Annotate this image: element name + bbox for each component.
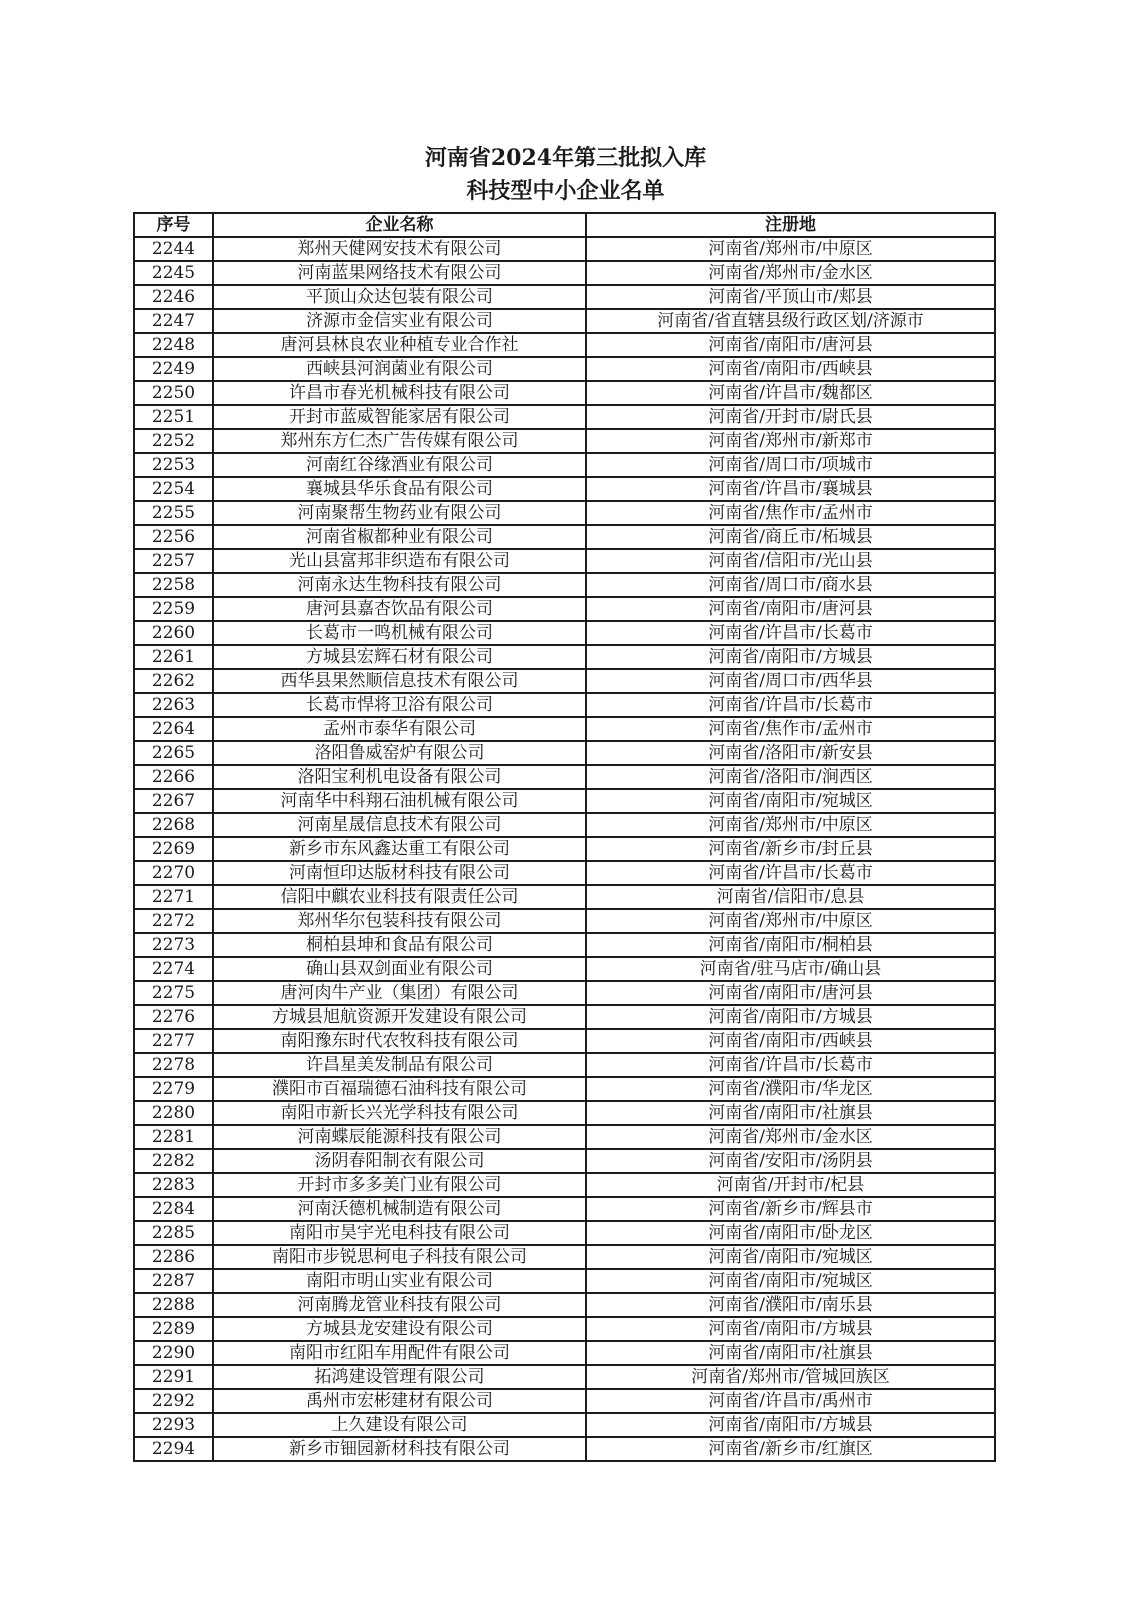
cell-company-name: 河南蓝果网络技术有限公司 — [213, 261, 586, 285]
table-row — [134, 693, 995, 717]
table-row — [134, 813, 995, 837]
cell-company-name: 郑州天健网安技术有限公司 — [213, 237, 586, 261]
cell-registration-place: 河南省/南阳市/宛城区 — [586, 789, 995, 813]
cell-company-name: 河南腾龙管业科技有限公司 — [213, 1293, 586, 1317]
cell-serial-number: 2271 — [134, 885, 213, 909]
cell-serial-number: 2284 — [134, 1197, 213, 1221]
cell-company-name: 洛阳鲁威窑炉有限公司 — [213, 741, 586, 765]
table-row — [134, 717, 995, 741]
table-row — [134, 1341, 995, 1365]
cell-registration-place: 河南省/焦作市/孟州市 — [586, 717, 995, 741]
cell-registration-place: 河南省/许昌市/长葛市 — [586, 693, 995, 717]
cell-serial-number: 2259 — [134, 597, 213, 621]
cell-company-name: 长葛市悍将卫浴有限公司 — [213, 693, 586, 717]
cell-serial-number: 2279 — [134, 1077, 213, 1101]
cell-company-name: 濮阳市百福瑞德石油科技有限公司 — [213, 1077, 586, 1101]
table-row — [134, 1149, 995, 1173]
cell-serial-number: 2275 — [134, 981, 213, 1005]
cell-registration-place: 河南省/焦作市/孟州市 — [586, 501, 995, 525]
cell-registration-place: 河南省/省直辖县级行政区划/济源市 — [586, 309, 995, 333]
cell-company-name: 方城县宏辉石材有限公司 — [213, 645, 586, 669]
cell-serial-number: 2268 — [134, 813, 213, 837]
cell-serial-number: 2266 — [134, 765, 213, 789]
table-row — [134, 597, 995, 621]
cell-company-name: 长葛市一鸣机械有限公司 — [213, 621, 586, 645]
table-row — [134, 933, 995, 957]
cell-serial-number: 2276 — [134, 1005, 213, 1029]
table-row — [134, 1197, 995, 1221]
cell-serial-number: 2245 — [134, 261, 213, 285]
table-row — [134, 237, 995, 261]
table-row — [134, 837, 995, 861]
cell-serial-number: 2282 — [134, 1149, 213, 1173]
table-body — [134, 237, 995, 1461]
cell-registration-place: 河南省/南阳市/卧龙区 — [586, 1221, 995, 1245]
table-row — [134, 1029, 995, 1053]
table-row — [134, 909, 995, 933]
cell-company-name: 河南恒印达版材科技有限公司 — [213, 861, 586, 885]
cell-registration-place: 河南省/郑州市/中原区 — [586, 813, 995, 837]
cell-company-name: 南阳豫东时代农牧科技有限公司 — [213, 1029, 586, 1053]
cell-serial-number: 2250 — [134, 381, 213, 405]
table-row — [134, 1173, 995, 1197]
table-row — [134, 1125, 995, 1149]
document-title — [0, 142, 1131, 208]
cell-registration-place: 河南省/新乡市/辉县市 — [586, 1197, 995, 1221]
table-row — [134, 261, 995, 285]
cell-serial-number: 2274 — [134, 957, 213, 981]
cell-serial-number: 2244 — [134, 237, 213, 261]
cell-registration-place: 河南省/信阳市/息县 — [586, 885, 995, 909]
cell-registration-place: 河南省/信阳市/光山县 — [586, 549, 995, 573]
table-row — [134, 957, 995, 981]
table-row — [134, 1365, 995, 1389]
cell-registration-place: 河南省/南阳市/社旗县 — [586, 1341, 995, 1365]
cell-company-name: 西华县果然顺信息技术有限公司 — [213, 669, 586, 693]
cell-company-name: 济源市金信实业有限公司 — [213, 309, 586, 333]
cell-registration-place: 河南省/周口市/商水县 — [586, 573, 995, 597]
table-row — [134, 1245, 995, 1269]
company-roster-table — [133, 212, 996, 1462]
table-row — [134, 645, 995, 669]
cell-serial-number: 2260 — [134, 621, 213, 645]
cell-registration-place: 河南省/驻马店市/确山县 — [586, 957, 995, 981]
table-row — [134, 285, 995, 309]
cell-registration-place: 河南省/南阳市/方城县 — [586, 1413, 995, 1437]
cell-registration-place: 河南省/南阳市/方城县 — [586, 645, 995, 669]
cell-company-name: 河南永达生物科技有限公司 — [213, 573, 586, 597]
cell-company-name: 许昌市春光机械科技有限公司 — [213, 381, 586, 405]
table-row — [134, 573, 995, 597]
cell-serial-number: 2253 — [134, 453, 213, 477]
header-registration-place: 注册地 — [586, 213, 995, 237]
table-row — [134, 333, 995, 357]
cell-company-name: 开封市蓝威智能家居有限公司 — [213, 405, 586, 429]
cell-registration-place: 河南省/许昌市/长葛市 — [586, 621, 995, 645]
cell-serial-number: 2289 — [134, 1317, 213, 1341]
cell-serial-number: 2263 — [134, 693, 213, 717]
cell-company-name: 河南沃德机械制造有限公司 — [213, 1197, 586, 1221]
table-row — [134, 405, 995, 429]
table-row — [134, 1317, 995, 1341]
cell-registration-place: 河南省/南阳市/西峡县 — [586, 1029, 995, 1053]
header-serial-number: 序号 — [134, 213, 213, 237]
cell-serial-number: 2287 — [134, 1269, 213, 1293]
table-row — [134, 309, 995, 333]
cell-serial-number: 2246 — [134, 285, 213, 309]
cell-serial-number: 2270 — [134, 861, 213, 885]
cell-company-name: 拓鸿建设管理有限公司 — [213, 1365, 586, 1389]
table-row — [134, 381, 995, 405]
table-row — [134, 357, 995, 381]
table-row — [134, 1221, 995, 1245]
cell-company-name: 河南聚帮生物药业有限公司 — [213, 501, 586, 525]
table-row — [134, 1437, 995, 1461]
cell-company-name: 信阳中麒农业科技有限责任公司 — [213, 885, 586, 909]
document-title-line2: 科技型中小企业名单 — [466, 178, 665, 204]
table-row — [134, 741, 995, 765]
cell-registration-place: 河南省/许昌市/魏都区 — [586, 381, 995, 405]
cell-registration-place: 河南省/南阳市/宛城区 — [586, 1269, 995, 1293]
cell-registration-place: 河南省/周口市/西华县 — [586, 669, 995, 693]
cell-serial-number: 2267 — [134, 789, 213, 813]
cell-serial-number: 2291 — [134, 1365, 213, 1389]
cell-company-name: 新乡市钿园新材科技有限公司 — [213, 1437, 586, 1461]
cell-serial-number: 2285 — [134, 1221, 213, 1245]
cell-serial-number: 2256 — [134, 525, 213, 549]
cell-serial-number: 2255 — [134, 501, 213, 525]
cell-registration-place: 河南省/开封市/尉氏县 — [586, 405, 995, 429]
table-row — [134, 549, 995, 573]
cell-registration-place: 河南省/郑州市/新郑市 — [586, 429, 995, 453]
table-row — [134, 885, 995, 909]
cell-serial-number: 2248 — [134, 333, 213, 357]
cell-registration-place: 河南省/平顶山市/郏县 — [586, 285, 995, 309]
cell-company-name: 开封市多多美门业有限公司 — [213, 1173, 586, 1197]
cell-serial-number: 2265 — [134, 741, 213, 765]
cell-registration-place: 河南省/许昌市/襄城县 — [586, 477, 995, 501]
table-row — [134, 1101, 995, 1125]
cell-company-name: 河南蝶辰能源科技有限公司 — [213, 1125, 586, 1149]
cell-company-name: 确山县双剑面业有限公司 — [213, 957, 586, 981]
table-row — [134, 453, 995, 477]
cell-serial-number: 2262 — [134, 669, 213, 693]
cell-company-name: 光山县富邦非织造布有限公司 — [213, 549, 586, 573]
table-row — [134, 477, 995, 501]
cell-registration-place: 河南省/郑州市/中原区 — [586, 237, 995, 261]
cell-registration-place: 河南省/洛阳市/涧西区 — [586, 765, 995, 789]
cell-serial-number: 2280 — [134, 1101, 213, 1125]
cell-company-name: 唐河县林良农业种植专业合作社 — [213, 333, 586, 357]
cell-registration-place: 河南省/南阳市/方城县 — [586, 1005, 995, 1029]
cell-company-name: 南阳市明山实业有限公司 — [213, 1269, 586, 1293]
cell-company-name: 禹州市宏彬建材有限公司 — [213, 1389, 586, 1413]
cell-serial-number: 2283 — [134, 1173, 213, 1197]
table-row — [134, 525, 995, 549]
cell-registration-place: 河南省/许昌市/长葛市 — [586, 1053, 995, 1077]
cell-serial-number: 2257 — [134, 549, 213, 573]
cell-serial-number: 2281 — [134, 1125, 213, 1149]
cell-registration-place: 河南省/郑州市/中原区 — [586, 909, 995, 933]
cell-serial-number: 2272 — [134, 909, 213, 933]
cell-registration-place: 河南省/安阳市/汤阴县 — [586, 1149, 995, 1173]
cell-serial-number: 2252 — [134, 429, 213, 453]
cell-company-name: 汤阴春阳制衣有限公司 — [213, 1149, 586, 1173]
cell-company-name: 襄城县华乐食品有限公司 — [213, 477, 586, 501]
cell-company-name: 南阳市新长兴光学科技有限公司 — [213, 1101, 586, 1125]
table-row — [134, 1077, 995, 1101]
cell-company-name: 新乡市东风鑫达重工有限公司 — [213, 837, 586, 861]
cell-company-name: 郑州东方仁杰广告传媒有限公司 — [213, 429, 586, 453]
document-title-line1: 河南省2024年第三批拟入库 — [424, 145, 707, 171]
cell-serial-number: 2278 — [134, 1053, 213, 1077]
cell-company-name: 河南华中科翔石油机械有限公司 — [213, 789, 586, 813]
cell-registration-place: 河南省/许昌市/长葛市 — [586, 861, 995, 885]
cell-company-name: 孟州市泰华有限公司 — [213, 717, 586, 741]
table-row — [134, 1269, 995, 1293]
cell-company-name: 唐河肉牛产业（集团）有限公司 — [213, 981, 586, 1005]
cell-company-name: 郑州华尔包装科技有限公司 — [213, 909, 586, 933]
table-row — [134, 1293, 995, 1317]
cell-company-name: 南阳市步锐思柯电子科技有限公司 — [213, 1245, 586, 1269]
header-company-name: 企业名称 — [213, 213, 586, 237]
table-row — [134, 1053, 995, 1077]
cell-company-name: 许昌星美发制品有限公司 — [213, 1053, 586, 1077]
cell-serial-number: 2288 — [134, 1293, 213, 1317]
table-row — [134, 621, 995, 645]
cell-serial-number: 2293 — [134, 1413, 213, 1437]
cell-company-name: 平顶山众达包装有限公司 — [213, 285, 586, 309]
table-row — [134, 1413, 995, 1437]
cell-company-name: 唐河县嘉杏饮品有限公司 — [213, 597, 586, 621]
cell-company-name: 方城县龙安建设有限公司 — [213, 1317, 586, 1341]
table-row — [134, 501, 995, 525]
cell-company-name: 河南红谷缘酒业有限公司 — [213, 453, 586, 477]
cell-company-name: 桐柏县坤和食品有限公司 — [213, 933, 586, 957]
cell-registration-place: 河南省/南阳市/唐河县 — [586, 597, 995, 621]
cell-registration-place: 河南省/郑州市/金水区 — [586, 261, 995, 285]
cell-serial-number: 2254 — [134, 477, 213, 501]
table-row — [134, 1005, 995, 1029]
cell-serial-number: 2290 — [134, 1341, 213, 1365]
cell-registration-place: 河南省/南阳市/方城县 — [586, 1317, 995, 1341]
cell-serial-number: 2273 — [134, 933, 213, 957]
cell-company-name: 上久建设有限公司 — [213, 1413, 586, 1437]
cell-registration-place: 河南省/郑州市/管城回族区 — [586, 1365, 995, 1389]
cell-serial-number: 2258 — [134, 573, 213, 597]
cell-serial-number: 2294 — [134, 1437, 213, 1461]
cell-registration-place: 河南省/南阳市/宛城区 — [586, 1245, 995, 1269]
cell-registration-place: 河南省/许昌市/禹州市 — [586, 1389, 995, 1413]
table-row — [134, 861, 995, 885]
cell-company-name: 南阳市红阳车用配件有限公司 — [213, 1341, 586, 1365]
table-header-row — [134, 213, 995, 237]
cell-registration-place: 河南省/南阳市/唐河县 — [586, 333, 995, 357]
cell-serial-number: 2261 — [134, 645, 213, 669]
cell-company-name: 洛阳宝利机电设备有限公司 — [213, 765, 586, 789]
table-row — [134, 981, 995, 1005]
cell-serial-number: 2277 — [134, 1029, 213, 1053]
table-row — [134, 669, 995, 693]
cell-registration-place: 河南省/濮阳市/华龙区 — [586, 1077, 995, 1101]
cell-serial-number: 2264 — [134, 717, 213, 741]
cell-company-name: 南阳市昊宇光电科技有限公司 — [213, 1221, 586, 1245]
table-row — [134, 765, 995, 789]
cell-registration-place: 河南省/新乡市/封丘县 — [586, 837, 995, 861]
cell-registration-place: 河南省/南阳市/桐柏县 — [586, 933, 995, 957]
cell-registration-place: 河南省/商丘市/柘城县 — [586, 525, 995, 549]
cell-registration-place: 河南省/南阳市/社旗县 — [586, 1101, 995, 1125]
cell-serial-number: 2292 — [134, 1389, 213, 1413]
table-row — [134, 429, 995, 453]
cell-registration-place: 河南省/南阳市/唐河县 — [586, 981, 995, 1005]
cell-serial-number: 2249 — [134, 357, 213, 381]
cell-registration-place: 河南省/南阳市/西峡县 — [586, 357, 995, 381]
cell-serial-number: 2286 — [134, 1245, 213, 1269]
cell-serial-number: 2251 — [134, 405, 213, 429]
cell-company-name: 河南省椒都种业有限公司 — [213, 525, 586, 549]
cell-serial-number: 2247 — [134, 309, 213, 333]
cell-registration-place: 河南省/周口市/项城市 — [586, 453, 995, 477]
cell-registration-place: 河南省/濮阳市/南乐县 — [586, 1293, 995, 1317]
cell-serial-number: 2269 — [134, 837, 213, 861]
cell-company-name: 河南星晟信息技术有限公司 — [213, 813, 586, 837]
cell-registration-place: 河南省/新乡市/红旗区 — [586, 1437, 995, 1461]
cell-company-name: 方城县旭航资源开发建设有限公司 — [213, 1005, 586, 1029]
cell-registration-place: 河南省/洛阳市/新安县 — [586, 741, 995, 765]
cell-registration-place: 河南省/郑州市/金水区 — [586, 1125, 995, 1149]
cell-company-name: 西峡县河润菌业有限公司 — [213, 357, 586, 381]
cell-registration-place: 河南省/开封市/杞县 — [586, 1173, 995, 1197]
table-row — [134, 1389, 995, 1413]
table-row — [134, 789, 995, 813]
